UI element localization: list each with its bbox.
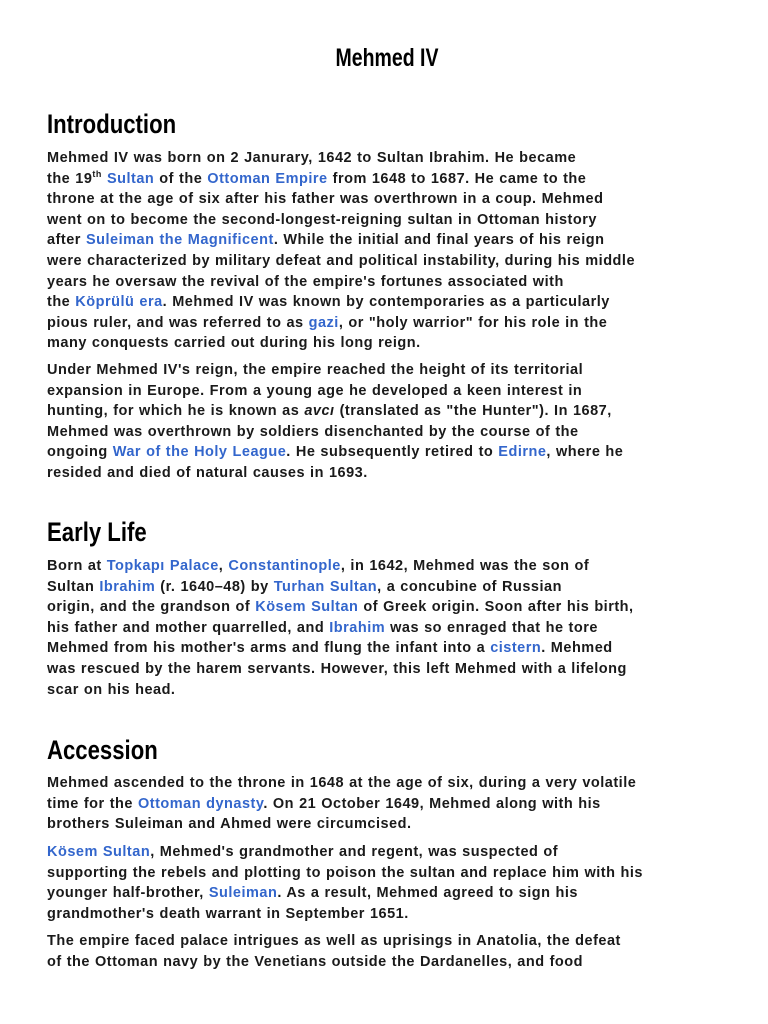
heading-early-life: Early Life [47,517,147,547]
link-ottoman-empire[interactable]: Ottoman Empire [207,170,328,187]
link-cistern[interactable]: cistern [490,640,542,657]
intro-paragraph-1: Mehmed IV was born on 2 Janurary, 1642 to Sultan Ibrahim. He became the 19th Sultan of the Ottoman Empire from 1648 to 1687. He came to the throne at the age of six after his father was overthrown in a coup. Mehmed went on to become the second-longest-reigning sultan in Ottoman history after Suleiman the Magnificent. While the initial and final years of his reign were characterized by military defeat and political instability, during his middle years he oversaw the revival of the empire's fortunes associated with the Köprülü era. Mehmed IV was known by contemporaries as a particularly pious ruler, and was referred to as gazi, or "holy warrior" for his role in the many conquests carried out during his long reign. [47,150,636,352]
link-suleiman[interactable]: Suleiman [208,885,278,902]
link-topkapi-palace[interactable]: Topkapı Palace [106,558,219,574]
link-ibrahim-2[interactable]: Ibrahim [329,619,386,636]
link-sultan[interactable]: Sultan [106,170,155,187]
link-constantinople[interactable]: Constantinople [228,558,341,574]
link-gazi[interactable]: gazi [308,314,339,331]
page-title: Mehmed IV [335,44,439,72]
accession-paragraph-3: The empire faced palace intrigues as well as uprisings in Anatolia, the defeat of the Ottoman navy by the Venetians outside the Dardanelles, and food [47,933,621,970]
intro-paragraph-2: Under Mehmed IV's reign, the empire reached the height of its territorial expansion in Europe. From a young age he developed a keen interest in hunting, for which he is known as avcı (translated as "the Hunter"). In 1687, Mehmed was overthrown by soldiers disenchanted by the course of the ongoing War of the Holy League. He subsequently retired to Edirne, where he resided and died of natural causes in 1693. [47,362,624,481]
accession-paragraph-1: Mehmed ascended to the throne in 1648 at the age of six, during a very volatile time for the Ottoman dynasty. On 21 October 1649, Mehmed along with his brothers Suleiman and Ahmed were circumcised. [47,775,637,833]
early-life-paragraph: Born at Topkapı Palace, Constantinople, in 1642, Mehmed was the son of Sultan Ibrahim (r. 1640–48) by Turhan Sultan, a concubine of Russian origin, and the grandson of Kösem Sultan of Greek origin. Soon after his birth, his father and mother quarrelled, and Ibrahim was so enraged that he tore Mehmed from his mother's arms and flung the infant into a cistern. Mehmed was rescued by the harem servants. However, this left Mehmed with a lifelong scar on his head. [47,558,634,698]
link-war-of-the-holy-league[interactable]: War of the Holy League [112,444,287,461]
link-kosem-sultan[interactable]: Kösem Sultan [255,599,359,616]
link-koprulu-era[interactable]: Köprülü era [75,294,163,311]
link-suleiman-the-magnificent[interactable]: Suleiman the Magnificent [85,232,274,249]
accession-paragraph-2: Kösem Sultan, Mehmed's grandmother and regent, was suspected of supporting the rebels and plotting to poison the sultan and replace him with his younger half-brother, Suleiman. As a result, Mehmed agreed to sign his grandmother's death warrant in September 1651. [47,844,643,922]
heading-accession: Accession [47,735,158,765]
link-ibrahim[interactable]: Ibrahim [99,578,156,595]
link-turhan-sultan[interactable]: Turhan Sultan [273,578,378,595]
link-ottoman-dynasty[interactable]: Ottoman dynasty [137,795,264,812]
heading-introduction: Introduction [47,109,177,139]
link-kosem-sultan-2[interactable]: Kösem Sultan [47,844,151,860]
link-edirne[interactable]: Edirne [498,444,547,461]
